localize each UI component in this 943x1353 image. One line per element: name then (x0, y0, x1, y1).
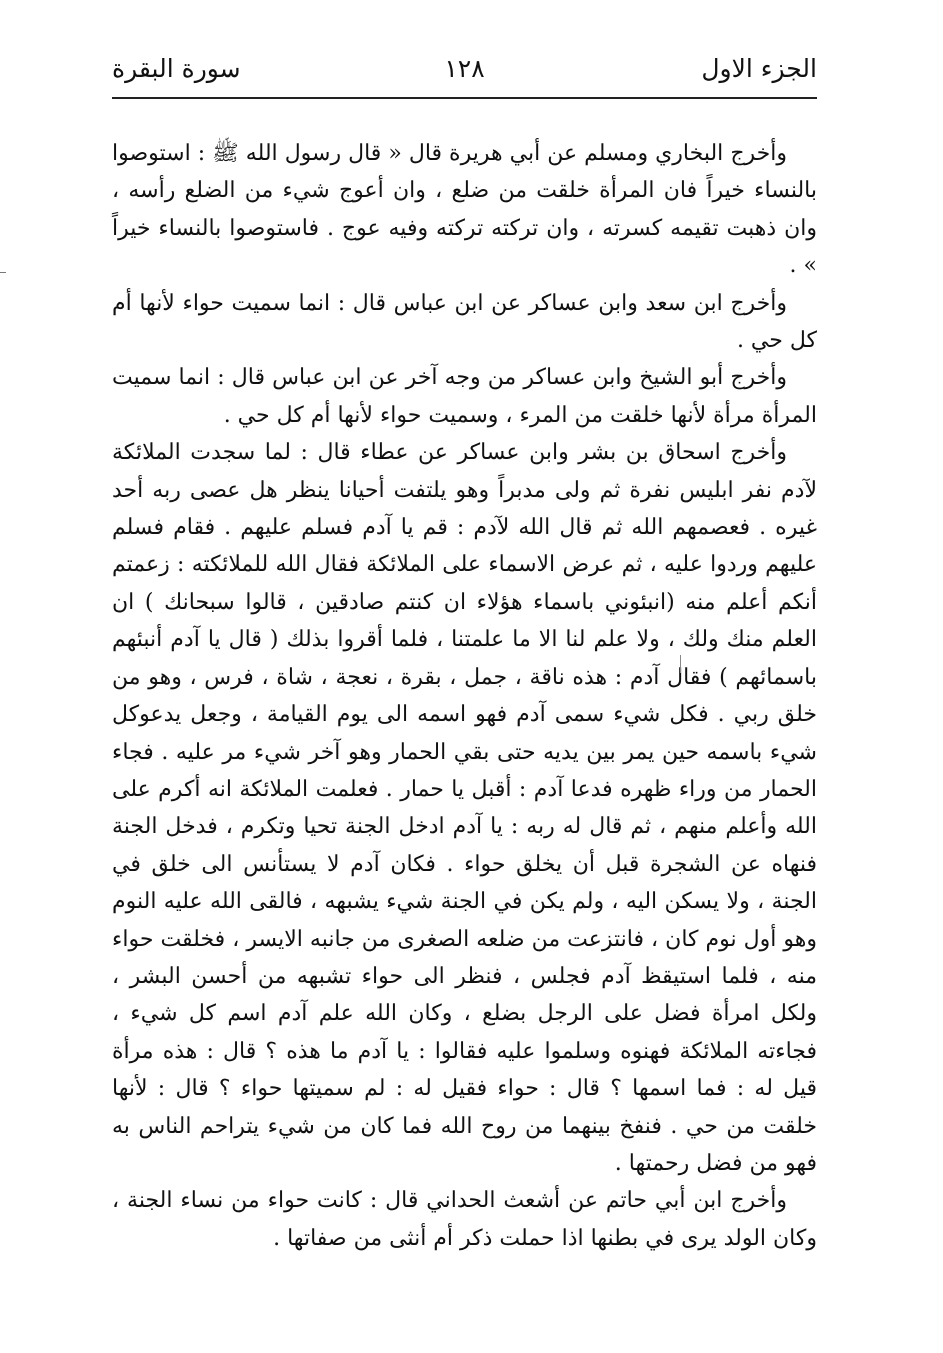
paragraph: وأخرج أبو الشيخ وابن عساكر من وجه آخر عن ابن عباس قال : انما سميت المرأة مرأة لأنها خلقت من المرء ، وسميت حواء لأنها أم كل حي . (112, 365, 817, 428)
paragraph: وأخرج ابن أبي حاتم عن أشعث الحداني قال : كانت حواء من نساء الجنة ، وكان الولد يرى في بطنها اذا حملت ذكر أم أنثى من صفاتها . (112, 1188, 817, 1251)
paragraph: وأخرج ابن سعد وابن عساكر عن ابن عباس قال : انما سميت حواء لأنها أم كل حي . (112, 290, 817, 354)
surah-title: سورة البقرة (112, 54, 241, 83)
scan-mark (0, 272, 6, 273)
paragraph: وأخرج اسحاق بن بشر وابن عساكر عن عطاء قال : لما سجدت الملائكة لآدم نفر ابليس نفرة ثم ولى مدبراً وهو يلتفت أحيانا ينظر هل عصى ربه أحد غيره . فعصمهم الله ثم قال الله لآدم : قم يا آدم فسلم عليهم . فقام فسلم عليهم وردوا عليه ، ثم عرض الاسماء على الملائكة فقال الله للملائكته : زعمتم أنكم أعلم منه (انبئوني باسماء هؤلاء ان كنتم صادقين ، قالوا سبحانك ) ان العلم منك ولك ، ولا علم لنا الا ما علمتنا ، فلما أقروا بذلك ( قال يا آدم أنبئهم باسمائهم ) فقال آدم : هذه ناقة ، جمل ، بقرة ، نعجة ، شاة ، فرس ، وهو من خلق ربي . فكل شيء سمى آدم فهو اسمه الى يوم القيامة ، وجعل يدعوكل شيء باسمه حين يمر بين يديه حتى بقي الحمار وهو آخر شيء مر عليه . فجاء الحمار من وراء ظهره فدعا آدم : أقبل يا حمار . فعلمت الملائكة انه أكرم على الله وأعلم منهم ، ثم قال له ربه : يا آدم ادخل الجنة تحيا وتكرم ، فدخل الجنة فنهاه عن الشجرة قبل أن يخلق حواء . فكان آدم لا يستأنس الى خلق في الجنة ، ولا يسكن اليه ، ولم يكن في الجنة شيء يشبهه ، فالقى الله عليه النوم وهو أول نوم كان ، فانتزعت من ضلعه الصغرى من جانبه الايسر ، فخلقت حواء منه ، فلما استيقظ آدم فجلس ، فنظر الى حواء تشبهه من أحسن البشر ، ولكل امرأة فضل على الرجل بضلع ، وكان الله علم آدم اسم كل شيء ، فجاءته الملائكة فهنوه وسلموا عليه فقالوا : يا آدم ما هذه ؟ قال : هذه مرأة قيل له : فما اسمها ؟ قال : حواء فقيل له : لم سميتها حواء ؟ قال : لأنها خلقت من حي . فنفخ بينهما من روح الله فما كان من شيء يتراحم الناس به فهو من فضل رحمتها . (112, 440, 817, 1176)
header-rule (112, 97, 817, 99)
page-number: ١٢٨ (444, 54, 485, 83)
paragraph: وأخرج البخاري ومسلم عن أبي هريرة قال « قال رسول الله ﷺ : استوصوا بالنساء خيراً فان المرأة خلقت من ضلع ، وان أعوج شيء من الضلع رأسه ، وان ذهبت تقيمه كسرته ، وان تركته تركته وفيه عوج . فاستوصوا بالنساء خيراً » . (112, 141, 817, 279)
scan-mark (680, 655, 681, 673)
page-body (112, 135, 817, 1257)
volume-label: الجزء الاول (701, 54, 817, 83)
running-header (112, 48, 817, 92)
